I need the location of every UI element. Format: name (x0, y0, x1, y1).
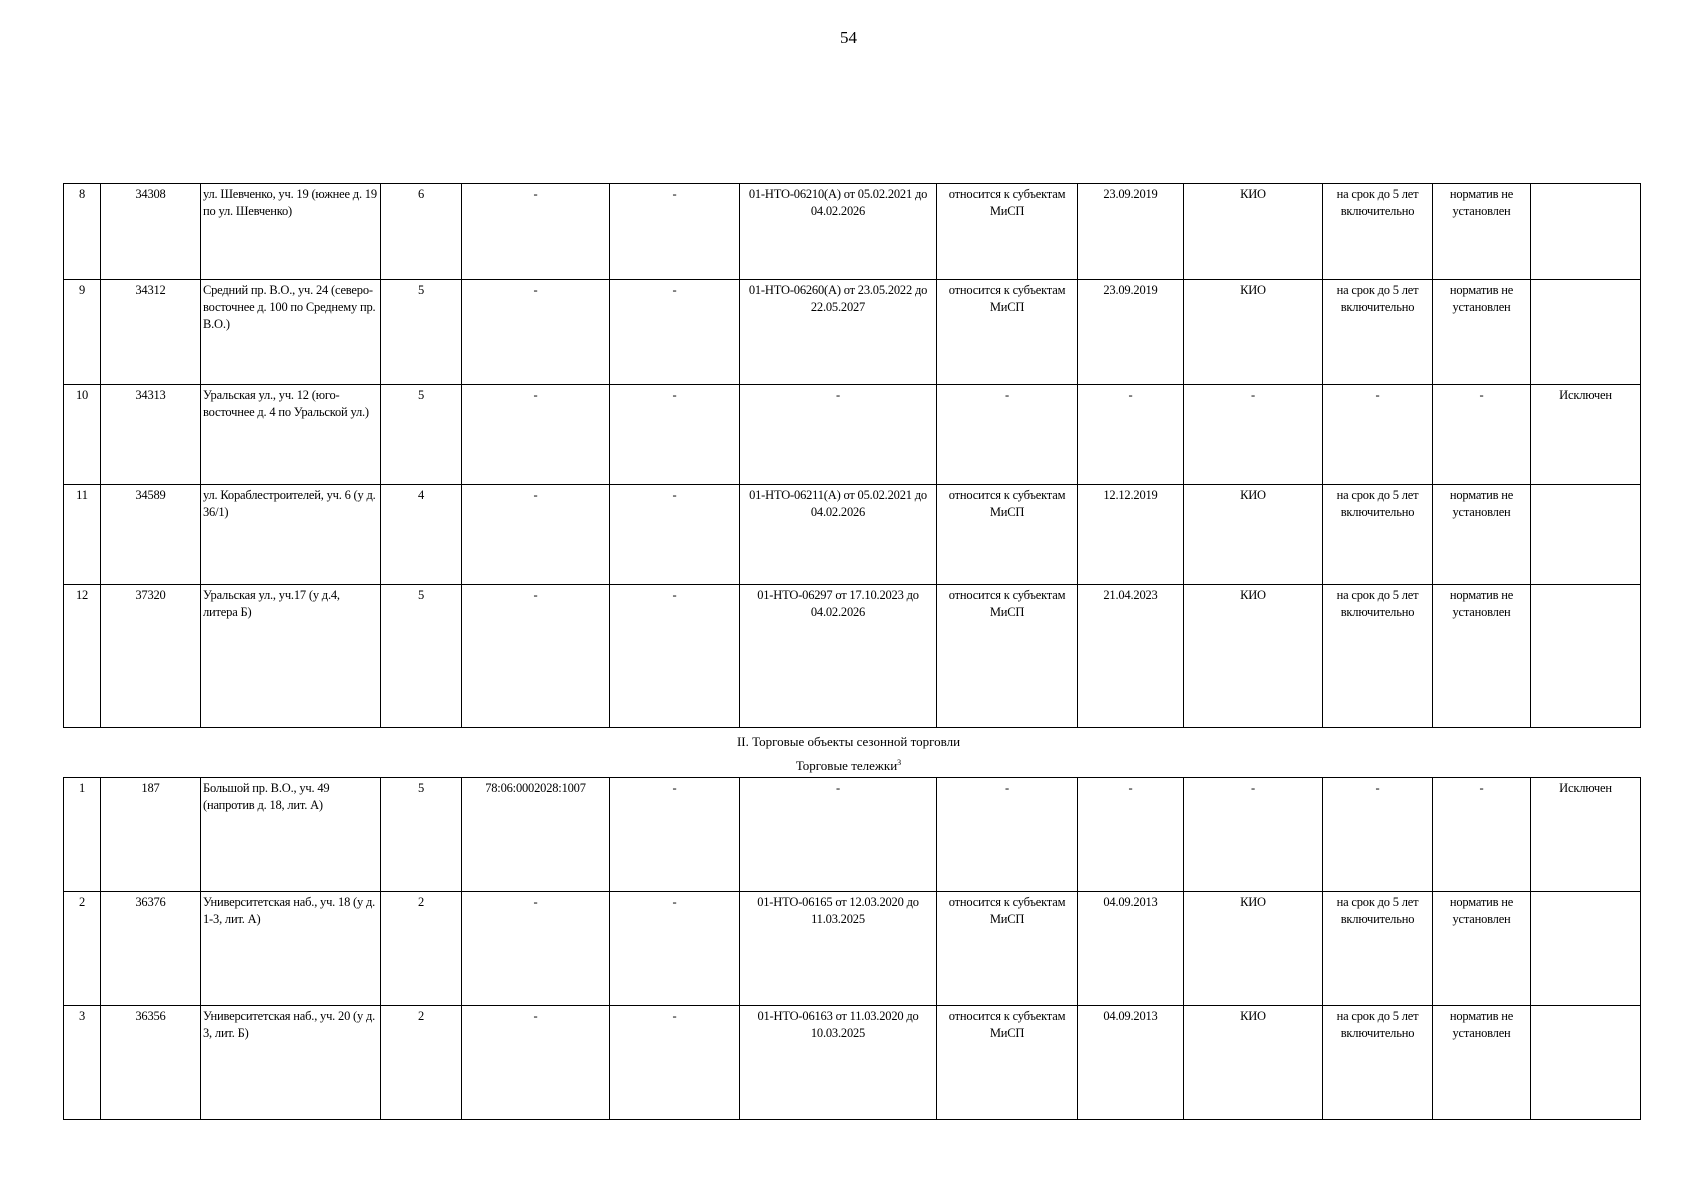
row-note (1531, 485, 1641, 585)
column-6-value: - (610, 1006, 740, 1120)
row-note (1531, 280, 1641, 385)
row-number: 1 (64, 778, 101, 892)
contract-info: - (740, 385, 937, 485)
column-6-value: - (610, 385, 740, 485)
row-number: 2 (64, 892, 101, 1006)
objects-table-1 (63, 183, 1641, 728)
objects-table-2 (63, 777, 1641, 1120)
inclusion-date: 21.04.2023 (1078, 585, 1184, 728)
authority: КИО (1184, 280, 1323, 385)
placement-term: на срок до 5 лет включительно (1323, 184, 1433, 280)
row-note (1531, 585, 1641, 728)
cadastral-number: - (462, 892, 610, 1006)
authority: КИО (1184, 892, 1323, 1006)
authority: - (1184, 385, 1323, 485)
subject-category: относится к субъектам МиСП (937, 892, 1078, 1006)
object-id: 34313 (101, 385, 201, 485)
subject-category: - (937, 778, 1078, 892)
table-row (64, 892, 1641, 1006)
placement-term: на срок до 5 лет включительно (1323, 1006, 1433, 1120)
row-number: 10 (64, 385, 101, 485)
authority: - (1184, 778, 1323, 892)
column-6-value: - (610, 585, 740, 728)
norm-value: норматив не установлен (1433, 585, 1531, 728)
norm-value: норматив не установлен (1433, 485, 1531, 585)
column-6-value: - (610, 485, 740, 585)
object-area: 5 (381, 585, 462, 728)
column-6-value: - (610, 280, 740, 385)
table-row (64, 184, 1641, 280)
subject-category: относится к субъектам МиСП (937, 585, 1078, 728)
object-address: Уральская ул., уч.17 (у д.4, литера Б) (201, 585, 381, 728)
subject-category: относится к субъектам МиСП (937, 485, 1078, 585)
cadastral-number: 78:06:0002028:1007 (462, 778, 610, 892)
norm-value: - (1433, 385, 1531, 485)
norm-value: норматив не установлен (1433, 184, 1531, 280)
inclusion-date: - (1078, 385, 1184, 485)
placement-term: - (1323, 778, 1433, 892)
object-area: 5 (381, 385, 462, 485)
object-address: Университетская наб., уч. 20 (у д. 3, лит. Б) (201, 1006, 381, 1120)
contract-info: 01-НТО-06210(А) от 05.02.2021 до 04.02.2026 (740, 184, 937, 280)
authority: КИО (1184, 1006, 1323, 1120)
inclusion-date: 23.09.2019 (1078, 280, 1184, 385)
table-row (64, 778, 1641, 892)
cadastral-number: - (462, 184, 610, 280)
table-row (64, 485, 1641, 585)
object-address: Уральская ул., уч. 12 (юго-восточнее д. 4 по Уральской ул.) (201, 385, 381, 485)
placement-term: на срок до 5 лет включительно (1323, 280, 1433, 385)
norm-value: - (1433, 778, 1531, 892)
object-address: ул. Кораблестроителей, уч. 6 (у д. 36/1) (201, 485, 381, 585)
row-note: Исключен (1531, 385, 1641, 485)
object-area: 4 (381, 485, 462, 585)
subject-category: относится к субъектам МиСП (937, 184, 1078, 280)
inclusion-date: 04.09.2013 (1078, 892, 1184, 1006)
inclusion-date: 23.09.2019 (1078, 184, 1184, 280)
cadastral-number: - (462, 1006, 610, 1120)
norm-value: норматив не установлен (1433, 280, 1531, 385)
column-6-value: - (610, 892, 740, 1006)
row-note (1531, 184, 1641, 280)
table-row (64, 385, 1641, 485)
object-address: Большой пр. В.О., уч. 49 (напротив д. 18, лит. А) (201, 778, 381, 892)
inclusion-date: 12.12.2019 (1078, 485, 1184, 585)
object-area: 5 (381, 280, 462, 385)
contract-info: 01-НТО-06163 от 11.03.2020 до 10.03.2025 (740, 1006, 937, 1120)
object-area: 2 (381, 892, 462, 1006)
row-number: 8 (64, 184, 101, 280)
subsection-title (0, 758, 1697, 774)
object-id: 34308 (101, 184, 201, 280)
authority: КИО (1184, 485, 1323, 585)
object-area: 6 (381, 184, 462, 280)
inclusion-date: - (1078, 778, 1184, 892)
table-row (64, 1006, 1641, 1120)
object-id: 34589 (101, 485, 201, 585)
object-address: Средний пр. В.О., уч. 24 (северо-восточнее д. 100 по Среднему пр. В.О.) (201, 280, 381, 385)
inclusion-date: 04.09.2013 (1078, 1006, 1184, 1120)
norm-value: норматив не установлен (1433, 1006, 1531, 1120)
page-number: 54 (840, 28, 857, 47)
object-id: 34312 (101, 280, 201, 385)
cadastral-number: - (462, 385, 610, 485)
contract-info: 01-НТО-06211(А) от 05.02.2021 до 04.02.2026 (740, 485, 937, 585)
table-row (64, 280, 1641, 385)
authority: КИО (1184, 585, 1323, 728)
cadastral-number: - (462, 585, 610, 728)
object-address: ул. Шевченко, уч. 19 (южнее д. 19 по ул. Шевченко) (201, 184, 381, 280)
cadastral-number: - (462, 485, 610, 585)
table-row (64, 585, 1641, 728)
row-number: 9 (64, 280, 101, 385)
contract-info: 01-НТО-06297 от 17.10.2023 до 04.02.2026 (740, 585, 937, 728)
subsection-title-text: Торговые тележки (795, 758, 898, 773)
contract-info: 01-НТО-06165 от 12.03.2020 до 11.03.2025 (740, 892, 937, 1006)
object-id: 36376 (101, 892, 201, 1006)
column-6-value: - (610, 778, 740, 892)
placement-term: - (1323, 385, 1433, 485)
row-number: 11 (64, 485, 101, 585)
row-number: 3 (64, 1006, 101, 1120)
subject-category: относится к субъектам МиСП (937, 1006, 1078, 1120)
row-note: Исключен (1531, 778, 1641, 892)
contract-info: - (740, 778, 937, 892)
object-id: 37320 (101, 585, 201, 728)
placement-term: на срок до 5 лет включительно (1323, 585, 1433, 728)
object-address: Университетская наб., уч. 18 (у д. 1-3, лит. А) (201, 892, 381, 1006)
section-title: II. Торговые объекты сезонной торговли (736, 734, 961, 749)
object-id: 187 (101, 778, 201, 892)
contract-info: 01-НТО-06260(А) от 23.05.2022 до 22.05.2027 (740, 280, 937, 385)
subject-category: относится к субъектам МиСП (937, 280, 1078, 385)
subject-category: - (937, 385, 1078, 485)
row-number: 12 (64, 585, 101, 728)
placement-term: на срок до 5 лет включительно (1323, 892, 1433, 1006)
authority: КИО (1184, 184, 1323, 280)
object-area: 2 (381, 1006, 462, 1120)
placement-term: на срок до 5 лет включительно (1323, 485, 1433, 585)
footnote-mark: 3 (897, 758, 902, 767)
norm-value: норматив не установлен (1433, 892, 1531, 1006)
row-note (1531, 1006, 1641, 1120)
object-area: 5 (381, 778, 462, 892)
object-id: 36356 (101, 1006, 201, 1120)
cadastral-number: - (462, 280, 610, 385)
row-note (1531, 892, 1641, 1006)
column-6-value: - (610, 184, 740, 280)
